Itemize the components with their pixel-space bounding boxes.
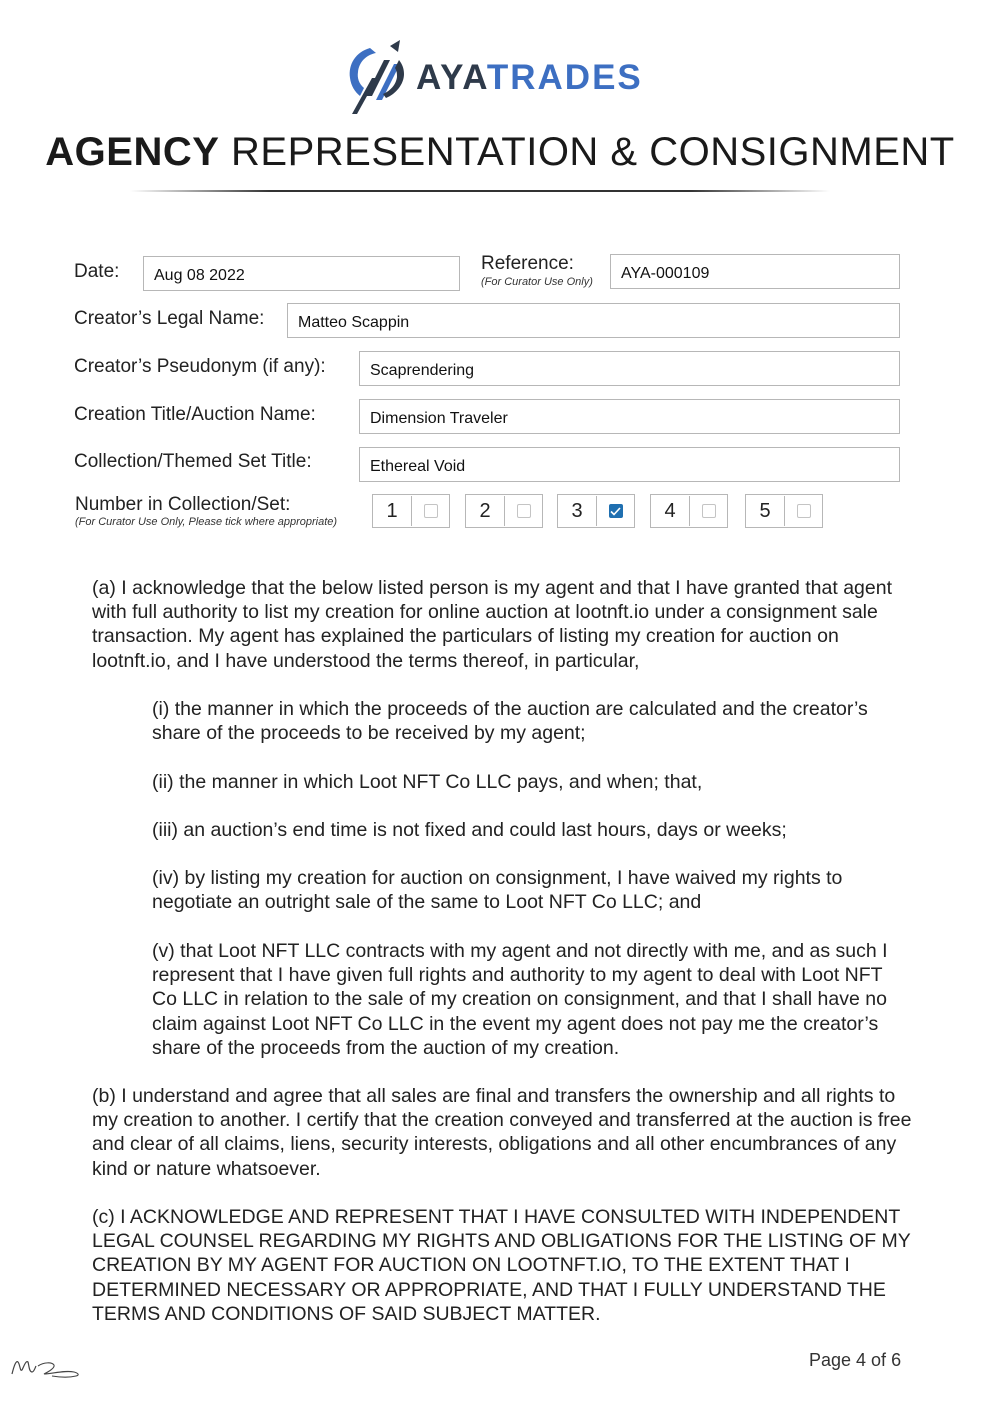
number-checkbox-cell[interactable] xyxy=(784,496,822,526)
document-title xyxy=(0,130,1000,175)
title-divider xyxy=(130,190,830,192)
checkbox-checked[interactable] xyxy=(609,504,623,518)
title-bold: AGENCY xyxy=(45,130,220,174)
collection-field[interactable]: Ethereal Void xyxy=(359,447,900,482)
date-label: Date: xyxy=(74,261,120,282)
number-checkbox-cell[interactable] xyxy=(504,496,542,526)
number-checkbox-cell[interactable] xyxy=(596,496,634,526)
aya-trades-logo-icon xyxy=(346,38,408,116)
number-option-label: 4 xyxy=(664,499,676,522)
brand-logo xyxy=(346,38,643,116)
number-sublabel: (For Curator Use Only, Please tick where appropriate) xyxy=(75,516,338,528)
reference-label: Reference: xyxy=(481,253,574,274)
number-option-label: 5 xyxy=(759,499,771,522)
collection-label: Collection/Themed Set Title: xyxy=(74,451,312,472)
clause-iii: (iii) an auction’s end time is not fixed and could last hours, days or weeks; xyxy=(152,819,787,841)
brand-name-part2: TRADES xyxy=(486,58,643,97)
clause-i: (i) the manner in which the proceeds of the auction are calculated and the creator’s share of the proceeds to be received by my agent; xyxy=(152,698,868,745)
legal-name-field[interactable]: Matteo Scappin xyxy=(287,303,900,338)
number-option-label: 2 xyxy=(479,499,491,522)
number-option-label: 3 xyxy=(571,499,583,522)
clause-iv: (iv) by listing my creation for auction on consignment, I have waived my rights to negotiate an outright sale of the same to Loot NFT Co LLC; and xyxy=(152,867,843,914)
clause-ii: (ii) the manner in which Loot NFT Co LLC pays, and when; that, xyxy=(152,771,703,793)
pseudonym-label: Creator’s Pseudonym (if any): xyxy=(74,356,326,377)
handwritten-initials-signature xyxy=(8,1352,88,1382)
checkbox[interactable] xyxy=(702,504,716,518)
number-option-4 xyxy=(650,494,728,528)
check-icon xyxy=(610,507,621,516)
number-checkbox-cell[interactable] xyxy=(411,496,449,526)
checkbox[interactable] xyxy=(424,504,438,518)
clause-b: (b) I understand and agree that all sales are final and transfers the ownership and all rights to my creation to another. I certify that the creation conveyed and transferred at the auction is free and clear of all claims, liens, security interests, obligations and all other encumbrances of any kind or nature whatsoever. xyxy=(92,1085,912,1180)
title-rest: REPRESENTATION & CONSIGNMENT xyxy=(231,130,955,174)
brand-name xyxy=(416,58,643,98)
clause-v: (v) that Loot NFT LLC contracts with my agent and not directly with me, and as such I represent that I have given full rights and authority to my agent to deal with Loot NFT Co LLC in relation to the sale of my creation on consignment, and that I shall have no claim against Loot NFT Co LLC in the event my agent does not pay me the creator’s share of the proceeds from the auction of my creation. xyxy=(152,940,888,1059)
pseudonym-field[interactable]: Scaprendering xyxy=(359,351,900,386)
number-label: Number in Collection/Set: xyxy=(75,494,291,515)
number-option-5 xyxy=(745,494,823,528)
brand-name-part1: AYA xyxy=(416,58,487,97)
number-option-1 xyxy=(372,494,450,528)
date-field[interactable]: Aug 08 2022 xyxy=(143,256,460,291)
number-option-label: 1 xyxy=(386,499,398,522)
page-number: Page 4 of 6 xyxy=(809,1350,902,1370)
reference-field[interactable]: AYA-000109 xyxy=(610,254,900,289)
number-checkbox-cell[interactable] xyxy=(689,496,727,526)
legal-name-label: Creator’s Legal Name: xyxy=(74,308,265,329)
reference-sublabel: (For Curator Use Only) xyxy=(481,276,593,288)
number-option-2 xyxy=(465,494,543,528)
creation-title-label: Creation Title/Auction Name: xyxy=(74,404,316,425)
creation-title-field[interactable]: Dimension Traveler xyxy=(359,399,900,434)
checkbox[interactable] xyxy=(797,504,811,518)
clause-c: (c) I ACKNOWLEDGE AND REPRESENT THAT I HAVE CONSULTED WITH INDEPENDENT LEGAL COUNSEL REGARDING MY RIGHTS AND OBLIGATIONS FOR THE LISTING OF MY CREATION BY MY AGENT FOR AUCTION ON LOOTNFT.IO, TO THE EXTENT THAT I DETERMINED NECESSARY OR APPROPRIATE, AND THAT I FULLY UNDERSTAND THE TERMS AND CONDITIONS OF SAID SUBJECT MATTER. xyxy=(92,1206,911,1325)
checkbox[interactable] xyxy=(517,504,531,518)
clause-a: (a) I acknowledge that the below listed person is my agent and that I have granted that agent with full authority to list my creation for online auction at lootnft.io under a consignment sale transaction. My agent has explained the particulars of listing my creation for auction on lootnft.io, and I have understood the terms thereof, in particular, xyxy=(92,577,893,672)
number-option-3 xyxy=(557,494,635,528)
